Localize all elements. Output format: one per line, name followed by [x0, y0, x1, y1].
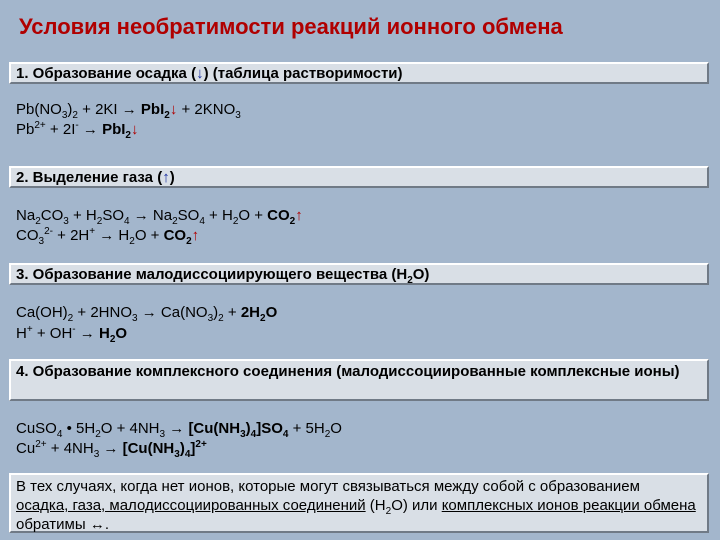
section-1-heading: 1. Образование осадка (↓) (таблица растворимости) — [16, 65, 403, 82]
section-2-heading: 2. Выделение газа (↑) — [16, 169, 175, 186]
equation-2a: $Na_2CO_3 + H_2SO_4 \to Na_2SO_4 + H_2O$ + $CO_2↑$ — [16, 207, 303, 227]
equation-3a: $Ca(OH)_2 + 2HNO_3 \to Ca(NO_3)_2 + 2H_2O$ — [16, 304, 278, 324]
section-3-heading: 3. Образование малодиссоциирующего вещества $(H_2O)$ — [16, 266, 430, 286]
down-arrow-icon: ↓ — [196, 65, 204, 82]
conclusion-text: В тех случаях, когда нет ионов, которые могут связываться между собой с образованием осадка, газа, малодиссоциированных соединений $(H_2O)$ или комплексных ионов реакции обмена обратимы ↔. — [16, 478, 696, 533]
equation-1b: $Pb^{2+} + 2I^-$ → PbI$_2$↓ — [16, 120, 139, 141]
equation-4a: CuSO$_4$ • $5H_2O + 4NH_3 \to [Cu(NH_3)_4]SO_4 + 5H_2O$ — [16, 420, 342, 440]
equation-4b: $Cu^{2+} + 4NH_3 \to [Cu(NH_3)_4]^{2+}$ — [16, 439, 207, 460]
section-4-heading: 4. Образование комплексного соединения (малодиссоциированные комплексные ионы) — [16, 363, 680, 380]
equation-1a: $Pb(NO_3)_2 + 2KI$ → PbI$_2$↓ + $2KNO_3$ — [16, 101, 241, 121]
equation-2b: $CO_3^{2-} + 2H^+ \to H_2O$ + $CO_2↑$ — [16, 226, 200, 247]
equation-3b: $H^+ + OH^- \to H_2O$ — [16, 324, 128, 345]
page-title: Условия необратимости реакций ионного обмена — [19, 14, 563, 39]
up-arrow-icon: ↑ — [162, 169, 170, 186]
reversible-arrow-icon: ↔ — [89, 516, 105, 533]
